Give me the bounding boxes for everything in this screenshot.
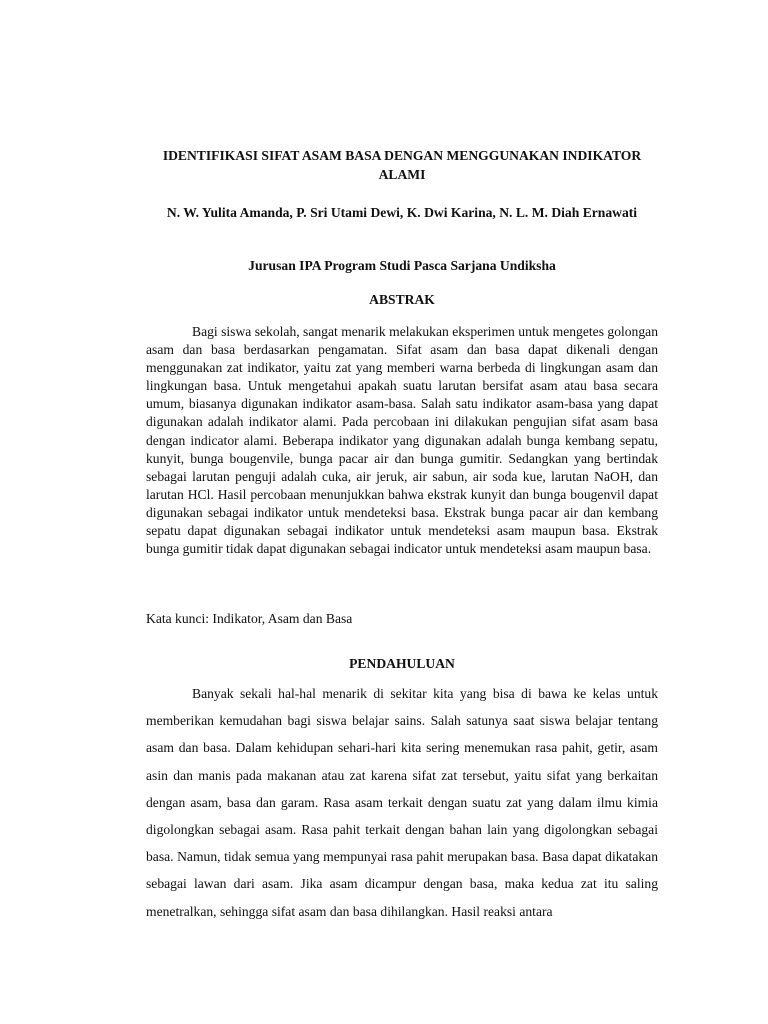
affiliation: Jurusan IPA Program Studi Pasca Sarjana Undiksha	[248, 258, 556, 273]
introduction-paragraph: Banyak sekali hal-hal menarik di sekitar kita yang bisa di bawa ke kelas untuk memberikan kemudahan bagi siswa belajar sains. Salah satunya saat siswa belajar tentang asam dan basa. Dalam kehidupan sehari-hari kita sering menemukan rasa pahit, getir, asam asin dan manis pada makanan atau zat karena sifat zat tersebut, yaitu sifat yang berkaitan dengan asam, basa dan garam. Rasa asam terkait dengan suatu zat yang dalam ilmu kimia digolongkan sebagai asam. Rasa pahit terkait dengan bahan lain yang digolongkan sebagai basa. Namun, tidak semua yang mempunyai rasa pahit merupakan basa. Basa dapat dikatakan sebagai lawan dari asam. Jika asam dicampur dengan basa, maka kedua zat itu saling menetralkan, sehingga sifat asam dan basa dihilangkan. Hasil reaksi antara	[146, 686, 658, 919]
abstract-paragraph: Bagi siswa sekolah, sangat menarik melakukan eksperimen untuk mengetes golongan asam dan basa berdasarkan pengamatan. Sifat asam dan basa dapat dikenali dengan menggunakan zat indikator, yaitu zat yang memberi warna berbeda di lingkungan asam dan lingkungan basa. Untuk mengetahui apakah suatu larutan bersifat asam atau basa secara umum, biasanya digunakan indikator asam-basa. Salah satu indikator asam-basa yang dapat digunakan adalah indikator alami. Pada percobaan ini dilakukan pengujian sifat asam basa dengan indicator alami. Beberapa indikator yang digunakan adalah bunga kembang sepatu, kunyit, bunga bougenvile, bunga pacar air dan bunga gumitir. Sedangkan yang bertindak sebagai larutan penguji adalah cuka, air jeruk, air sabun, air soda kue, larutan NaOH, dan larutan HCl. Hasil percobaan menunjukkan bahwa ekstrak kunyit dan bunga bougenvil dapat digunakan sebagai indikator untuk mendeteksi basa. Ekstrak bunga pacar air dan kembang sepatu dapat digunakan sebagai indikator untuk mendeteksi asam maupun basa. Ekstrak bunga gumitir tidak dapat digunakan sebagai indicator untuk mendeteksi asam maupun basa.	[146, 324, 658, 557]
abstract-heading: ABSTRAK	[369, 292, 435, 307]
introduction-heading: PENDAHULUAN	[349, 656, 455, 671]
keywords: Kata kunci: Indikator, Asam dan Basa	[146, 611, 353, 626]
paper-title: IDENTIFIKASI SIFAT ASAM BASA DENGAN MENGGUNAKAN INDIKATOR ALAMI	[162, 148, 642, 182]
author-list: N. W. Yulita Amanda, P. Sri Utami Dewi, K. Dwi Karina, N. L. M. Diah Ernawati	[166, 205, 638, 220]
